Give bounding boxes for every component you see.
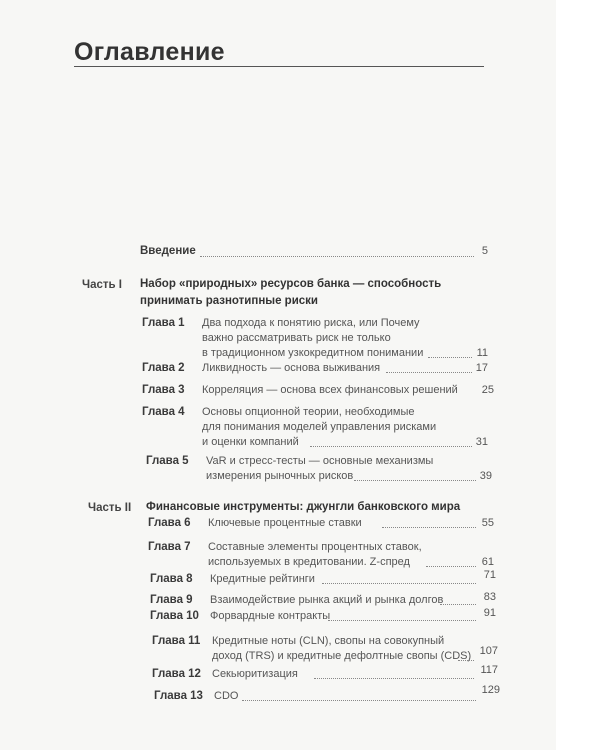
toc-chapter-entry[interactable] <box>150 593 496 609</box>
toc-chapter-entry[interactable] <box>142 316 488 361</box>
part-1-label: Часть I <box>82 279 122 291</box>
chapter-title-line: и оценки компаний <box>202 436 299 448</box>
chapter-page: 117 <box>480 664 498 676</box>
dot-leader <box>328 620 476 621</box>
chapter-title <box>202 405 452 450</box>
dot-leader <box>354 480 476 481</box>
chapter-label: Глава 12 <box>152 668 201 680</box>
chapter-title-line: для понимания моделей управления рисками <box>202 421 437 433</box>
dot-leader <box>322 583 476 584</box>
chapter-title-line: CDO <box>214 690 239 702</box>
dot-leader <box>382 527 476 528</box>
dot-leader <box>426 566 476 567</box>
chapter-page: 39 <box>479 470 492 482</box>
chapter-title <box>208 540 458 570</box>
chapter-page: 55 <box>481 517 494 529</box>
dot-leader <box>386 372 472 373</box>
dot-leader <box>314 678 474 679</box>
dot-leader <box>310 446 472 447</box>
toc-chapter-entry[interactable] <box>150 609 496 625</box>
dot-leader <box>458 660 474 661</box>
chapter-title-line: Корреляция — основа всех финансовых решений <box>202 384 458 396</box>
chapter-page: 71 <box>483 569 496 581</box>
toc-chapter-entry[interactable] <box>152 634 498 664</box>
chapter-label: Глава 3 <box>142 384 185 396</box>
toc-chapter-entry[interactable] <box>142 383 494 399</box>
chapter-title-line: Кредитные ноты (CLN), свопы на совокупный <box>212 635 445 647</box>
page-margin <box>556 0 600 750</box>
part-1-title-line: принимать разнотипные риски <box>140 295 318 307</box>
chapter-page: 129 <box>481 684 500 696</box>
chapter-title <box>210 593 460 608</box>
chapter-title-line: измерения рыночных рисков <box>206 470 354 482</box>
chapter-title <box>202 383 458 398</box>
part-2-label: Часть II <box>88 502 132 514</box>
dot-leader <box>428 357 472 358</box>
chapter-label: Глава 11 <box>152 635 201 647</box>
toc-chapter-entry[interactable] <box>150 569 496 588</box>
dot-leader <box>440 604 476 605</box>
chapter-page: 107 <box>479 645 498 657</box>
chapter-title-line: доход (TRS) и кредитные дефолтные свопы (CDS) <box>212 650 472 662</box>
chapter-title-line: VaR и стресс-тесты — основные механизмы <box>206 455 434 467</box>
chapter-title-line: Кредитные рейтинги <box>210 573 315 585</box>
chapter-title-line: важно рассматривать риск не только <box>202 332 391 344</box>
toc-heading: Оглавление <box>74 38 225 66</box>
chapter-title-line: Составные элементы процентных ставок, <box>208 541 422 553</box>
chapter-page: 17 <box>475 362 488 374</box>
heading-rule <box>74 66 484 67</box>
part-1-title-line: Набор «природных» ресурсов банка — способность <box>140 278 442 290</box>
chapter-title-line: используемых в кредитовании. Z-спред <box>208 556 410 568</box>
toc-chapter-entry[interactable] <box>146 454 492 484</box>
chapter-title-line: Форвардные контракты <box>210 610 331 622</box>
toc-chapter-entry[interactable] <box>142 361 488 377</box>
chapter-title <box>212 667 462 682</box>
chapter-page: 83 <box>483 591 496 603</box>
dot-leader <box>242 700 476 701</box>
intro-title: Введение <box>140 245 196 257</box>
part-2-title-line: Финансовые инструменты: джунгли банковского мира <box>146 501 461 513</box>
chapter-label: Глава 1 <box>142 317 185 329</box>
chapter-label: Глава 8 <box>150 573 193 585</box>
chapter-page: 11 <box>476 347 488 359</box>
chapter-label: Глава 4 <box>142 406 185 418</box>
chapter-title-line: в традиционном узкокредитном понимании <box>202 347 424 359</box>
chapter-page: 61 <box>481 556 494 568</box>
toc-chapter-entry[interactable] <box>148 516 494 532</box>
chapter-title-line: Секьюритизация <box>212 668 298 680</box>
chapter-title <box>202 361 452 376</box>
chapter-title <box>208 516 458 531</box>
toc-chapter-entry[interactable] <box>142 405 488 450</box>
part-2-title <box>146 499 460 516</box>
chapter-title-line: Ликвидность — основа выживания <box>202 362 381 374</box>
chapter-title <box>210 609 460 624</box>
chapter-page: 25 <box>481 384 494 396</box>
toc-chapter-entry[interactable] <box>152 664 498 683</box>
chapter-title <box>214 689 464 704</box>
chapter-label: Глава 2 <box>142 362 185 374</box>
part-1-title <box>140 276 441 310</box>
dot-leader <box>200 256 474 257</box>
chapter-title-line: Ключевые процентные ставки <box>208 517 362 529</box>
chapter-label: Глава 5 <box>146 455 189 467</box>
toc-chapter-entry[interactable] <box>148 540 494 570</box>
chapter-page: 31 <box>475 436 488 448</box>
toc-intro-entry[interactable] <box>140 245 488 261</box>
chapter-page: 91 <box>483 607 496 619</box>
chapter-label: Глава 13 <box>154 690 203 702</box>
chapter-label: Глава 7 <box>148 541 191 553</box>
toc-chapter-entry[interactable] <box>154 684 500 705</box>
chapter-label: Глава 10 <box>150 610 199 622</box>
chapter-label: Глава 6 <box>148 517 191 529</box>
intro-page: 5 <box>481 245 488 257</box>
chapter-title-line: Взаимодействие рынка акций и рынка долгов <box>210 594 444 606</box>
chapter-title <box>210 572 460 587</box>
chapter-title-line: Два подхода к понятию риска, или Почему <box>202 317 420 329</box>
chapter-label: Глава 9 <box>150 594 193 606</box>
chapter-title <box>202 316 452 361</box>
chapter-title <box>212 634 472 664</box>
chapter-title-line: Основы опционной теории, необходимые <box>202 406 415 418</box>
